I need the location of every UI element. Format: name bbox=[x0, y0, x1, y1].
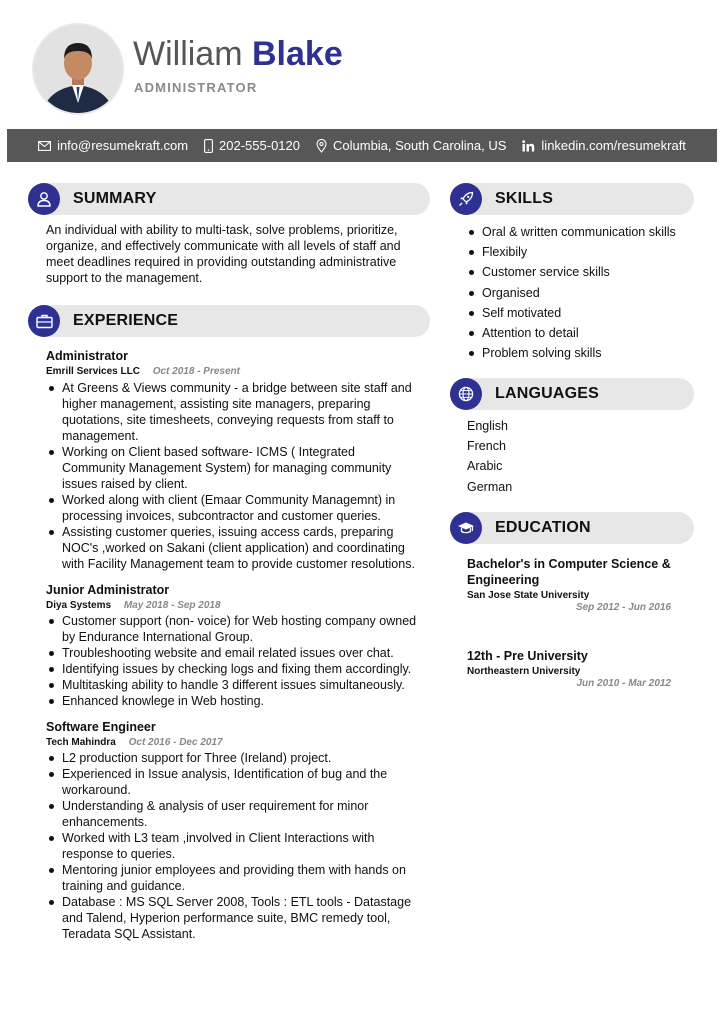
languages-list bbox=[467, 416, 512, 497]
list-item: Problem solving skills bbox=[467, 343, 707, 363]
user-icon bbox=[36, 191, 52, 207]
skills-title: SKILLS bbox=[495, 190, 554, 207]
education-dates: Jun 2010 - Mar 2012 bbox=[576, 678, 671, 689]
education-section-header bbox=[450, 512, 694, 544]
list-item: Flexibily bbox=[467, 242, 707, 262]
contact-phone[interactable] bbox=[204, 138, 300, 153]
list-item: At Greens & Views community - a bridge between site staff and higher management, assisting site managers, preparing quotations, site timesheets, conveying requests from staff to management. bbox=[46, 380, 416, 444]
job-company bbox=[46, 737, 223, 748]
first-name: William bbox=[133, 35, 243, 73]
job-bullets bbox=[46, 380, 416, 572]
last-name: Blake bbox=[252, 35, 343, 73]
education-school: Northeastern University bbox=[467, 666, 581, 677]
contact-location bbox=[316, 138, 506, 153]
contact-email[interactable] bbox=[38, 138, 188, 153]
linkedin-text[interactable]: linkedin.com/resumekraft bbox=[541, 138, 686, 153]
job-title: Junior Administrator bbox=[46, 583, 170, 597]
list-item: Experienced in Issue analysis, Identification of bug and the workaround. bbox=[46, 766, 416, 798]
education-school: San Jose State University bbox=[467, 590, 590, 601]
list-item: L2 production support for Three (Ireland) project. bbox=[46, 750, 416, 766]
summary-text: An individual with ability to multi-task, solve problems, prioritize, organize, and effectively communicate with all levels of staff and meet deadlines required in providing outstanding administrative support to the management. bbox=[46, 223, 401, 285]
location-text: Columbia, South Carolina, US bbox=[333, 138, 507, 153]
job-bullets bbox=[46, 750, 416, 942]
list-item: Troubleshooting website and email related issues over chat. bbox=[46, 645, 418, 661]
phone-text[interactable]: 202-555-0120 bbox=[219, 138, 300, 153]
job-bullets bbox=[46, 613, 418, 709]
list-item: Identifying issues by checking logs and fixing them accordingly. bbox=[46, 661, 418, 677]
list-item: Self motivated bbox=[467, 303, 707, 323]
mobile-phone-icon bbox=[204, 139, 213, 153]
list-item: Assisting customer queries, issuing access cards, preparing NOC's ,worked on Sakani (client application) and coordinating with Facility Management team to provide customer resolutions. bbox=[46, 524, 416, 572]
list-item: Arabic bbox=[467, 459, 503, 474]
list-item: Working on Client based software- ICMS ( Integrated Community Management System) for managing community issues raised by client. bbox=[46, 444, 416, 492]
summary-section-header bbox=[28, 183, 430, 215]
briefcase-icon bbox=[36, 314, 53, 329]
experience-section-header bbox=[28, 305, 430, 337]
graduation-cap-icon bbox=[457, 521, 475, 535]
experience-icon-circle bbox=[28, 305, 60, 337]
list-item: Customer support (non- voice) for Web hosting company owned by Endurance International Group. bbox=[46, 613, 418, 645]
job-company bbox=[46, 366, 240, 377]
map-pin-icon bbox=[316, 139, 327, 153]
education-title: EDUCATION bbox=[495, 519, 591, 536]
education-degree: 12th - Pre University bbox=[467, 649, 588, 663]
languages-title: LANGUAGES bbox=[495, 385, 600, 402]
list-item: Worked along with client (Emaar Community Managemnt) in processing invoices, subcontractor and customer queries. bbox=[46, 492, 416, 524]
linkedin-icon bbox=[522, 140, 535, 152]
skills-icon-circle bbox=[450, 183, 482, 215]
profile-photo bbox=[32, 23, 124, 115]
company-name: Diya Systems bbox=[46, 600, 112, 611]
list-item: Mentoring junior employees and providing them with hands on training and guidance. bbox=[46, 862, 416, 894]
person-avatar-icon bbox=[34, 25, 122, 113]
list-item: French bbox=[467, 439, 506, 454]
list-item: Customer service skills bbox=[467, 262, 707, 282]
list-item: Oral & written communication skills bbox=[467, 222, 707, 242]
job-title: Software Engineer bbox=[46, 720, 156, 734]
job-title: Administrator bbox=[46, 349, 128, 363]
education-degree: Bachelor's in Computer Science & Engineering bbox=[467, 557, 671, 587]
envelope-icon bbox=[38, 141, 51, 151]
job-dates: May 2018 - Sep 2018 bbox=[123, 600, 221, 611]
list-item: Understanding & analysis of user requirement for minor enhancements. bbox=[46, 798, 416, 830]
languages-section-header bbox=[450, 378, 694, 410]
company-name: Emrill Services LLC bbox=[46, 366, 140, 377]
languages-icon-circle bbox=[450, 378, 482, 410]
list-item: Worked with L3 team ,involved in Client Interactions with response to queries. bbox=[46, 830, 416, 862]
job-dates: Oct 2016 - Dec 2017 bbox=[128, 737, 223, 748]
company-name: Tech Mahindra bbox=[46, 737, 116, 748]
summary-icon-circle bbox=[28, 183, 60, 215]
skills-list bbox=[467, 222, 707, 363]
rocket-icon bbox=[458, 191, 474, 207]
skills-section-header bbox=[450, 183, 694, 215]
email-text[interactable]: info@resumekraft.com bbox=[57, 138, 189, 153]
list-item: Multitasking ability to handle 3 different issues simultaneously. bbox=[46, 677, 418, 693]
job-company bbox=[46, 600, 221, 611]
experience-title: EXPERIENCE bbox=[73, 312, 179, 329]
list-item: Organised bbox=[467, 283, 707, 303]
education-dates: Sep 2012 - Jun 2016 bbox=[575, 602, 671, 613]
contact-bar bbox=[7, 129, 717, 162]
list-item: Database : MS SQL Server 2008, Tools : ETL tools - Datastage and Talend, Hyperion performance suite, BMC remedy tool, Teradata SQL Assistant. bbox=[46, 894, 416, 942]
contact-linkedin[interactable] bbox=[522, 138, 686, 153]
globe-icon bbox=[458, 386, 474, 402]
list-item: English bbox=[467, 419, 508, 433]
list-item: Enhanced knowlege in Web hosting. bbox=[46, 693, 418, 709]
list-item: German bbox=[467, 479, 513, 494]
list-item: Attention to detail bbox=[467, 323, 707, 343]
education-icon-circle bbox=[450, 512, 482, 544]
summary-title: SUMMARY bbox=[73, 190, 157, 207]
job-dates: Oct 2018 - Present bbox=[152, 366, 240, 377]
candidate-name bbox=[133, 34, 343, 74]
job-role: ADMINISTRATOR bbox=[134, 80, 258, 95]
